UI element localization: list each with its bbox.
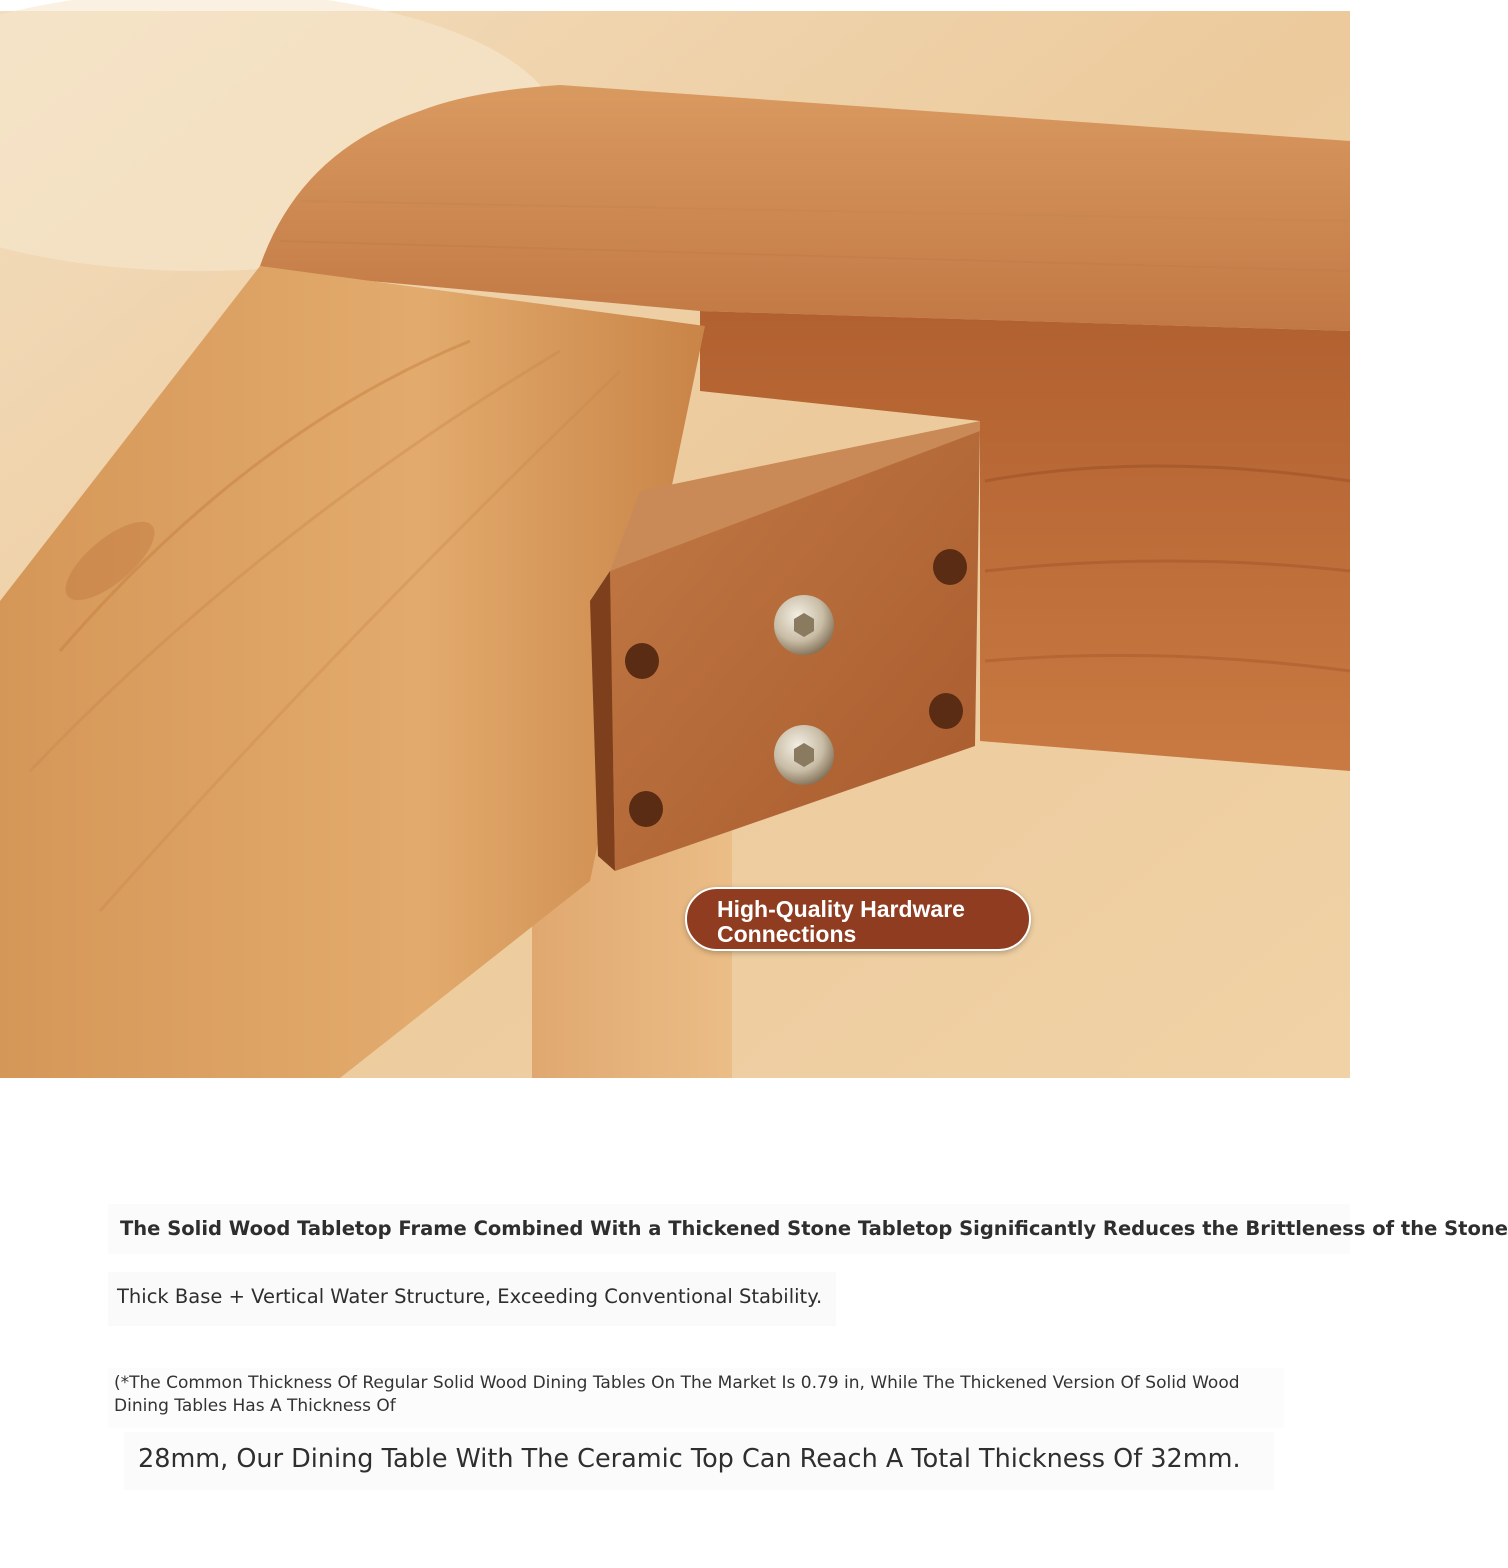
thickness-note-text: (*The Common Thickness Of Regular Solid Wood Dining Tables On The Market Is 0.79 in, While The Thickened Version Of Solid Wood Dining Tables Has A Thickness Of <box>114 1373 1240 1416</box>
thickness-highlight-text: 28mm, Our Dining Table With The Ceramic Top Can Reach A Total Thickness Of 32mm. <box>124 1432 1274 1490</box>
feature-stability-text: Thick Base + Vertical Water Structure, Exceeding Conventional Stability. <box>108 1272 836 1326</box>
feature-headline: The Solid Wood Tabletop Frame Combined With a Thickened Stone Tabletop Significantly Reduces the Brittleness of the Stone <box>108 1204 1350 1254</box>
product-photo <box>0 11 1350 1078</box>
hardware-connections-badge <box>685 887 1031 951</box>
badge-label: High-Quality Hardware Connections <box>717 896 965 947</box>
table-corner-illustration <box>0 11 1350 1078</box>
thickness-note-box <box>108 1368 1284 1428</box>
